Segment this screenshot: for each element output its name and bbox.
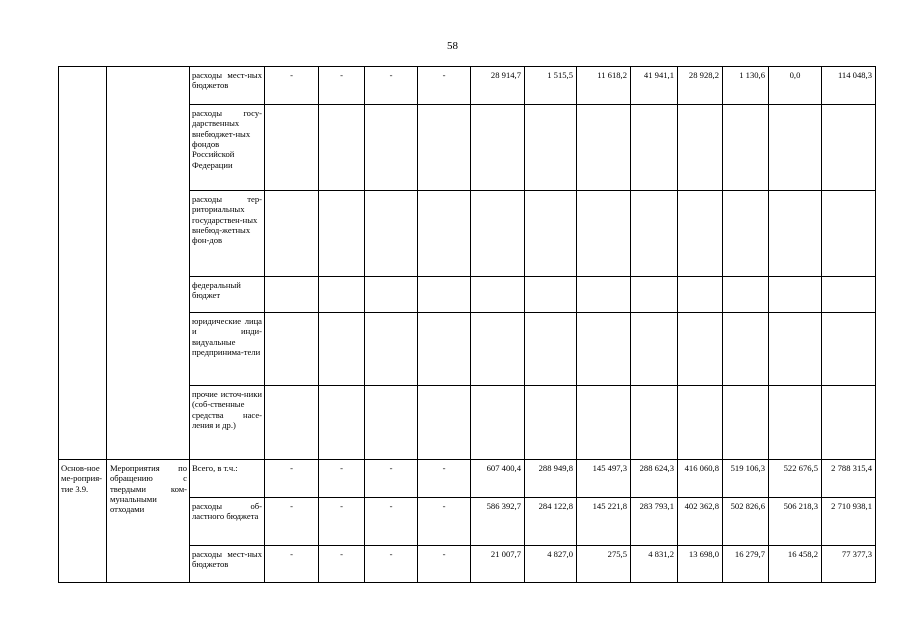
value-cell: [319, 105, 365, 191]
value-cell: [723, 191, 769, 277]
value-cell: [265, 386, 319, 460]
value-cell: [822, 386, 876, 460]
value-cell: [418, 191, 471, 277]
value-cell: [631, 277, 678, 313]
value-cell: -: [365, 460, 418, 498]
value-cell: [418, 105, 471, 191]
source-label: расходы мест-ных бюджетов: [190, 67, 265, 105]
value-cell: [631, 105, 678, 191]
value-cell: 28 914,7: [471, 67, 525, 105]
value-cell: [678, 105, 723, 191]
value-cell: [418, 277, 471, 313]
value-cell: [525, 313, 577, 386]
value-cell: -: [319, 460, 365, 498]
value-cell: 402 362,8: [678, 498, 723, 546]
budget-table: [58, 66, 876, 583]
group-code-cell: Основ-ное ме-роприя-тие 3.9.: [59, 460, 107, 583]
value-cell: 607 400,4: [471, 460, 525, 498]
value-cell: 145 497,3: [577, 460, 631, 498]
value-cell: -: [418, 460, 471, 498]
value-cell: 1 515,5: [525, 67, 577, 105]
source-label: федеральный бюджет: [190, 277, 265, 313]
value-cell: -: [365, 498, 418, 546]
value-cell: 288 624,3: [631, 460, 678, 498]
value-cell: [769, 313, 822, 386]
value-cell: [631, 386, 678, 460]
value-cell: -: [319, 67, 365, 105]
value-cell: 11 618,2: [577, 67, 631, 105]
value-cell: [265, 105, 319, 191]
value-cell: [471, 105, 525, 191]
value-cell: 1 130,6: [723, 67, 769, 105]
value-cell: [319, 277, 365, 313]
value-cell: -: [319, 546, 365, 583]
value-cell: [723, 105, 769, 191]
value-cell: [319, 386, 365, 460]
value-cell: 4 827,0: [525, 546, 577, 583]
group-code-cell: [59, 67, 107, 460]
value-cell: -: [265, 460, 319, 498]
value-cell: [471, 191, 525, 277]
value-cell: [365, 313, 418, 386]
source-label: Всего, в т.ч.:: [190, 460, 265, 498]
value-cell: [265, 313, 319, 386]
value-cell: [631, 313, 678, 386]
value-cell: -: [365, 67, 418, 105]
value-cell: [365, 105, 418, 191]
value-cell: [418, 313, 471, 386]
source-label: юридические лица и инди-видуальные предпринима-тели: [190, 313, 265, 386]
value-cell: 0,0: [769, 67, 822, 105]
value-cell: -: [418, 498, 471, 546]
value-cell: [525, 191, 577, 277]
value-cell: [265, 277, 319, 313]
value-cell: [525, 105, 577, 191]
value-cell: [678, 313, 723, 386]
value-cell: 2 710 938,1: [822, 498, 876, 546]
source-label: расходы мест-ных бюджетов: [190, 546, 265, 583]
value-cell: [678, 386, 723, 460]
value-cell: [631, 191, 678, 277]
value-cell: [769, 386, 822, 460]
value-cell: [471, 386, 525, 460]
value-cell: -: [365, 546, 418, 583]
value-cell: [319, 313, 365, 386]
group-title-cell: Мероприятия по обращению с твердыми ком-мунальными отходами: [107, 460, 190, 583]
value-cell: [723, 277, 769, 313]
value-cell: [822, 105, 876, 191]
value-cell: 586 392,7: [471, 498, 525, 546]
source-label: расходы об-ластного бюджета: [190, 498, 265, 546]
value-cell: [769, 105, 822, 191]
value-cell: 275,5: [577, 546, 631, 583]
value-cell: [265, 191, 319, 277]
value-cell: 2 788 315,4: [822, 460, 876, 498]
value-cell: 288 949,8: [525, 460, 577, 498]
value-cell: [525, 386, 577, 460]
value-cell: [577, 105, 631, 191]
value-cell: 4 831,2: [631, 546, 678, 583]
value-cell: [365, 386, 418, 460]
value-cell: [365, 277, 418, 313]
value-cell: [723, 386, 769, 460]
value-cell: 21 007,7: [471, 546, 525, 583]
value-cell: [769, 277, 822, 313]
value-cell: [678, 191, 723, 277]
value-cell: -: [265, 498, 319, 546]
value-cell: 502 826,6: [723, 498, 769, 546]
source-label: расходы тер-риториальных государствен-ных внебюд-жетных фон-дов: [190, 191, 265, 277]
value-cell: 13 698,0: [678, 546, 723, 583]
value-cell: 77 377,3: [822, 546, 876, 583]
value-cell: [577, 386, 631, 460]
value-cell: 16 279,7: [723, 546, 769, 583]
value-cell: [822, 191, 876, 277]
source-label: расходы госу-дарственных внебюджет-ных фондов Российской Федерации: [190, 105, 265, 191]
source-label: прочие источ-ники (соб-ственные средства насе-ления и др.): [190, 386, 265, 460]
value-cell: [418, 386, 471, 460]
page-number: 58: [447, 40, 458, 52]
value-cell: [723, 313, 769, 386]
value-cell: [769, 191, 822, 277]
value-cell: 283 793,1: [631, 498, 678, 546]
group-title-cell: [107, 67, 190, 460]
value-cell: [471, 313, 525, 386]
value-cell: 416 060,8: [678, 460, 723, 498]
value-cell: 41 941,1: [631, 67, 678, 105]
table-row: [59, 460, 876, 498]
value-cell: 284 122,8: [525, 498, 577, 546]
value-cell: 114 048,3: [822, 67, 876, 105]
value-cell: 506 218,3: [769, 498, 822, 546]
value-cell: -: [418, 546, 471, 583]
value-cell: [525, 277, 577, 313]
value-cell: [822, 313, 876, 386]
value-cell: 522 676,5: [769, 460, 822, 498]
value-cell: 145 221,8: [577, 498, 631, 546]
value-cell: [822, 277, 876, 313]
value-cell: 16 458,2: [769, 546, 822, 583]
value-cell: 519 106,3: [723, 460, 769, 498]
value-cell: [471, 277, 525, 313]
value-cell: -: [319, 498, 365, 546]
value-cell: [577, 277, 631, 313]
table-row: [59, 67, 876, 105]
value-cell: -: [265, 67, 319, 105]
value-cell: 28 928,2: [678, 67, 723, 105]
value-cell: -: [265, 546, 319, 583]
value-cell: [319, 191, 365, 277]
value-cell: -: [418, 67, 471, 105]
value-cell: [678, 277, 723, 313]
value-cell: [577, 191, 631, 277]
value-cell: [365, 191, 418, 277]
value-cell: [577, 313, 631, 386]
